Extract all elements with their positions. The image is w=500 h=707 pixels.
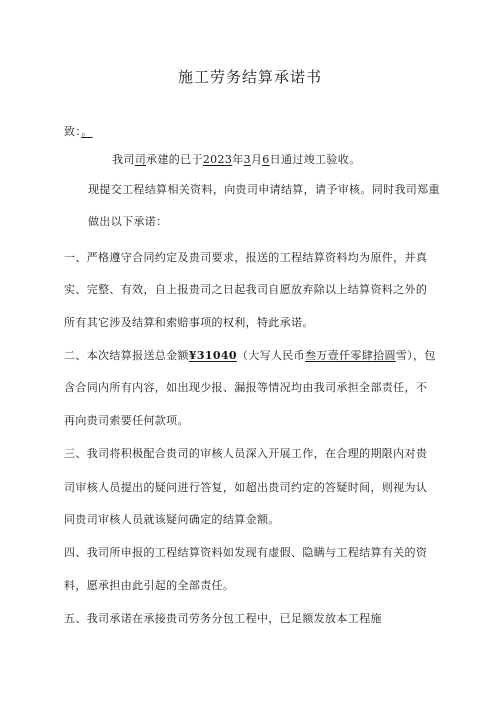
clause-1-line-3: 所有其它涉及结算和索赔事项的权利，特此承诺。 [64,316,314,329]
clause-3-line-3: 同贵司审核人员就该疑问确定的结算金额。 [64,513,280,526]
company-blank: 司 [134,153,147,166]
clause-4-line-2: 料，愿承担由此引起的全部责任。 [64,579,235,592]
text-fragment: 月 [250,153,263,166]
clause-3-line-2: 司审核人员提出的疑问进行答复，如超出贵司约定的答疑时间，则视为认 [64,481,428,494]
salutation: 致： [64,125,82,138]
salutation-line [64,125,93,139]
amount-in-words: 叁万壹仟零肆拾圆 [305,349,396,362]
clause-4-line-1: 四、我司所申报的工程结算资料如发现有虚假、隐瞒与工程结算有关的资 [64,546,428,559]
completion-year: 2023 [202,153,233,166]
paragraph-submission-line-1: 现提交工程结算相关资料，向贵司申请结算，请予审核。同时我司郑重 [88,183,440,196]
total-amount: ¥31040 [188,349,237,362]
paragraph-submission-line-2: 做出以下承诺： [88,215,168,228]
text-fragment: 承建的已于 [146,153,203,166]
clause-2-line-1 [64,349,436,363]
clause-3-line-1: 三、我司将积极配合贵司的审核人员深入开展工作，在合理的期限内对贵 [64,447,428,460]
clause-1-line-1: 一、严格遵守合同约定及贵司要求，报送的工程结算资料均为原件，并真 [64,251,428,264]
text-fragment: 年 [232,153,244,166]
text-fragment: （大写人民币 [236,349,305,362]
clause-2-line-3: 再向贵司索要任何款项。 [64,414,189,427]
clause-1-line-2: 实、完整、有效，自上报贵司之日起我司自愿放弃除以上结算资料之外的 [64,283,428,296]
completion-month: 3 [243,153,251,166]
text-fragment: 雪），包 [395,349,436,362]
text-fragment: 二、本次结算报送总金额 [64,349,189,362]
recipient-blank: 。 [81,125,93,138]
document-title: 施工劳务结算承诺书 [177,68,322,86]
completion-day: 6 [262,153,270,166]
clause-2-line-2: 含合同内所有内容，如出现少报、漏报等情况均由我司承担全部责任，不 [64,381,428,394]
text-fragment: 日通过竣工验收。 [269,153,361,166]
clause-5-line-1: 五、我司承诺在承接贵司劳务分包工程中，已足额发放本工程施 [64,612,382,625]
paragraph-completion [112,153,360,167]
text-fragment: 我司 [112,153,135,166]
